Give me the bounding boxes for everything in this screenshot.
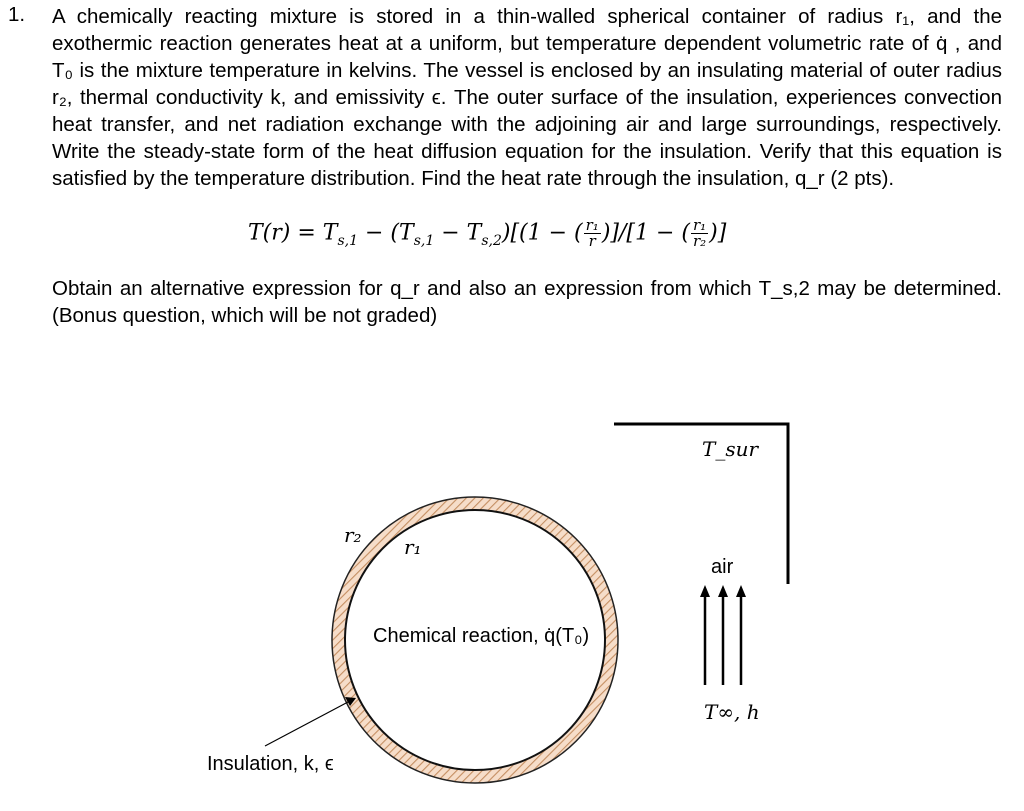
fraction-r1-over-r: $\frac{\text{r₁}}{r}$ (585, 216, 599, 250)
problem-paragraph-2: Obtain an alternative expression for q_r and also an expression from which T_s,2 may be determined. (Bonus question, which will be not graded) (52, 277, 1002, 327)
label-r2: r₂ (344, 523, 362, 547)
spherical-container-figure (0, 395, 1024, 811)
insulation-label: Insulation, k, ϵ (207, 753, 334, 775)
problem-paragraph-1: A chemically reacting mixture is stored in a thin-walled spherical container of radius r₁, and the exothermic reaction generates heat at a uniform, but temperature dependent volumetric rate of q̇ , and T₀ is the mixture temperature in kelvins. The vessel is enclosed by an insulating material of outer radius r₂, thermal conductivity k, and emissivity ϵ. The outer surface of the insulation, experiences convection heat transfer, and net radiation exchange with the adjoining air and large surroundings, respectively. Write the steady-state form of the heat diffusion equation for the insulation. Verify that this equation is satisfied by the temperature distribution. Find the heat rate through the insulation, q_r (2 pts). (52, 5, 1002, 190)
surroundings-wall (614, 424, 788, 584)
figure-drawing (0, 395, 1024, 811)
reaction-label: Chemical reaction, q̇(T₀) (373, 625, 590, 647)
temperature-distribution-equation: $T(r) = T_{s,1} - (T_{s,1} - T_{s,2})[(1$ − ( $\frac{\text{r₁}}{r}$ )]/[1 − ( $\frac{\text{r₁}}{\text{r₂}}$ )] (248, 216, 727, 250)
air-flow-arrows (705, 595, 741, 685)
air-flow-arrowheads (700, 585, 746, 597)
fraction-r1-over-r2: $\frac{\text{r₁}}{\text{r₂}}$ (692, 216, 707, 250)
label-r1: r₁ (404, 535, 422, 559)
problem-number: 1. (8, 3, 26, 26)
surroundings-temperature-label: T_sur (702, 437, 759, 461)
air-label: air (711, 556, 734, 578)
ambient-conditions-label: T∞, h (704, 700, 760, 724)
insulation-pointer-line (265, 702, 348, 746)
